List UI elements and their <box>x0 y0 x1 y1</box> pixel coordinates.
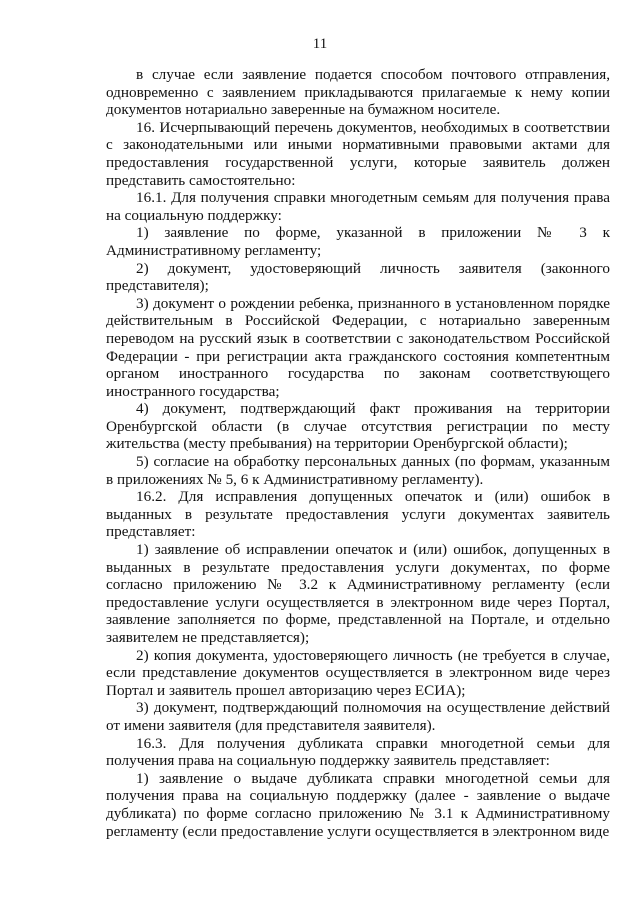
paragraph-16-3: 16.3. Для получения дубликата справки многодетной семьи для получения права на социальную поддержку заявитель представляет: <box>106 734 610 770</box>
paragraph-postal-submission: в случае если заявление подается способом почтового отправления, одновременно с заявлением прикладываются прилагаемые к нему копии документов нотариально заверенные на бумажном носителе. <box>106 66 610 119</box>
paragraph-16-heading: 16. Исчерпывающий перечень документов, необходимых в соответствии с законодательными или иными нормативными правовыми актами для предоставления государственной услуги, которые заявитель должен представить самостоятельно: <box>106 118 610 189</box>
list-item-16-2-1: 1) заявление об исправлении опечаток и (или) ошибок, допущенных в выданных в результате предоставления услуги документах, по форме согласно приложению № 3.2 к Административному регламенту (если предоставление услуги осуществляется в электронном виде через Портал, заявление заполняется по форме, представленной на Портале, и отдельно заявителем не представляется); <box>106 541 610 646</box>
list-item-16-1-4: 4) документ, подтверждающий факт проживания на территории Оренбургской области (в случае отсутствия регистрации по месту жительства (месту пребывания) на территории Оренбургской области); <box>106 400 610 453</box>
paragraph-16-2: 16.2. Для исправления допущенных опечаток и (или) ошибок в выданных в результате предоставления услуги документах заявитель представляет: <box>106 488 610 541</box>
list-item-16-2-2: 2) копия документа, удостоверяющего личность (не требуется в случае, если представление документов осуществляется в электронном виде через Портал и заявитель прошел авторизацию через ЕСИА); <box>106 646 610 699</box>
list-item-16-1-1: 1) заявление по форме, указанной в приложении № 3 к Административному регламенту; <box>106 224 610 259</box>
list-item-16-3-1: 1) заявление о выдаче дубликата справки многодетной семьи для получения права на социальную поддержку (далее - заявление о выдаче дубликата) по форме согласно приложению № 3.1 к Административному регламенту (если предоставление услуги осуществляется в электронном виде <box>106 769 610 840</box>
page-number: 11 <box>312 36 328 52</box>
list-item-16-2-3: 3) документ, подтверждающий полномочия на осуществление действий от имени заявителя (для представителя заявителя). <box>106 699 610 734</box>
paragraph-16-1: 16.1. Для получения справки многодетным семьям для получения права на социальную поддержку: <box>106 189 610 224</box>
list-item-16-1-3: 3) документ о рождении ребенка, признанного в установленном порядке действительным в Российской Федерации, с нотариально заверенным переводом на русский язык в соответствии с законодательством Российской Федерации - при регистрации акта гражданского состояния компетентным органом иностранного государства по законам соответствующего иностранного государства; <box>106 294 610 400</box>
list-item-16-1-2: 2) документ, удостоверяющий личность заявителя (законного представителя); <box>106 259 610 295</box>
list-item-16-1-5: 5) согласие на обработку персональных данных (по формам, указанным в приложениях № 5, 6 к Административному регламенту). <box>106 453 610 488</box>
document-body <box>106 66 610 840</box>
